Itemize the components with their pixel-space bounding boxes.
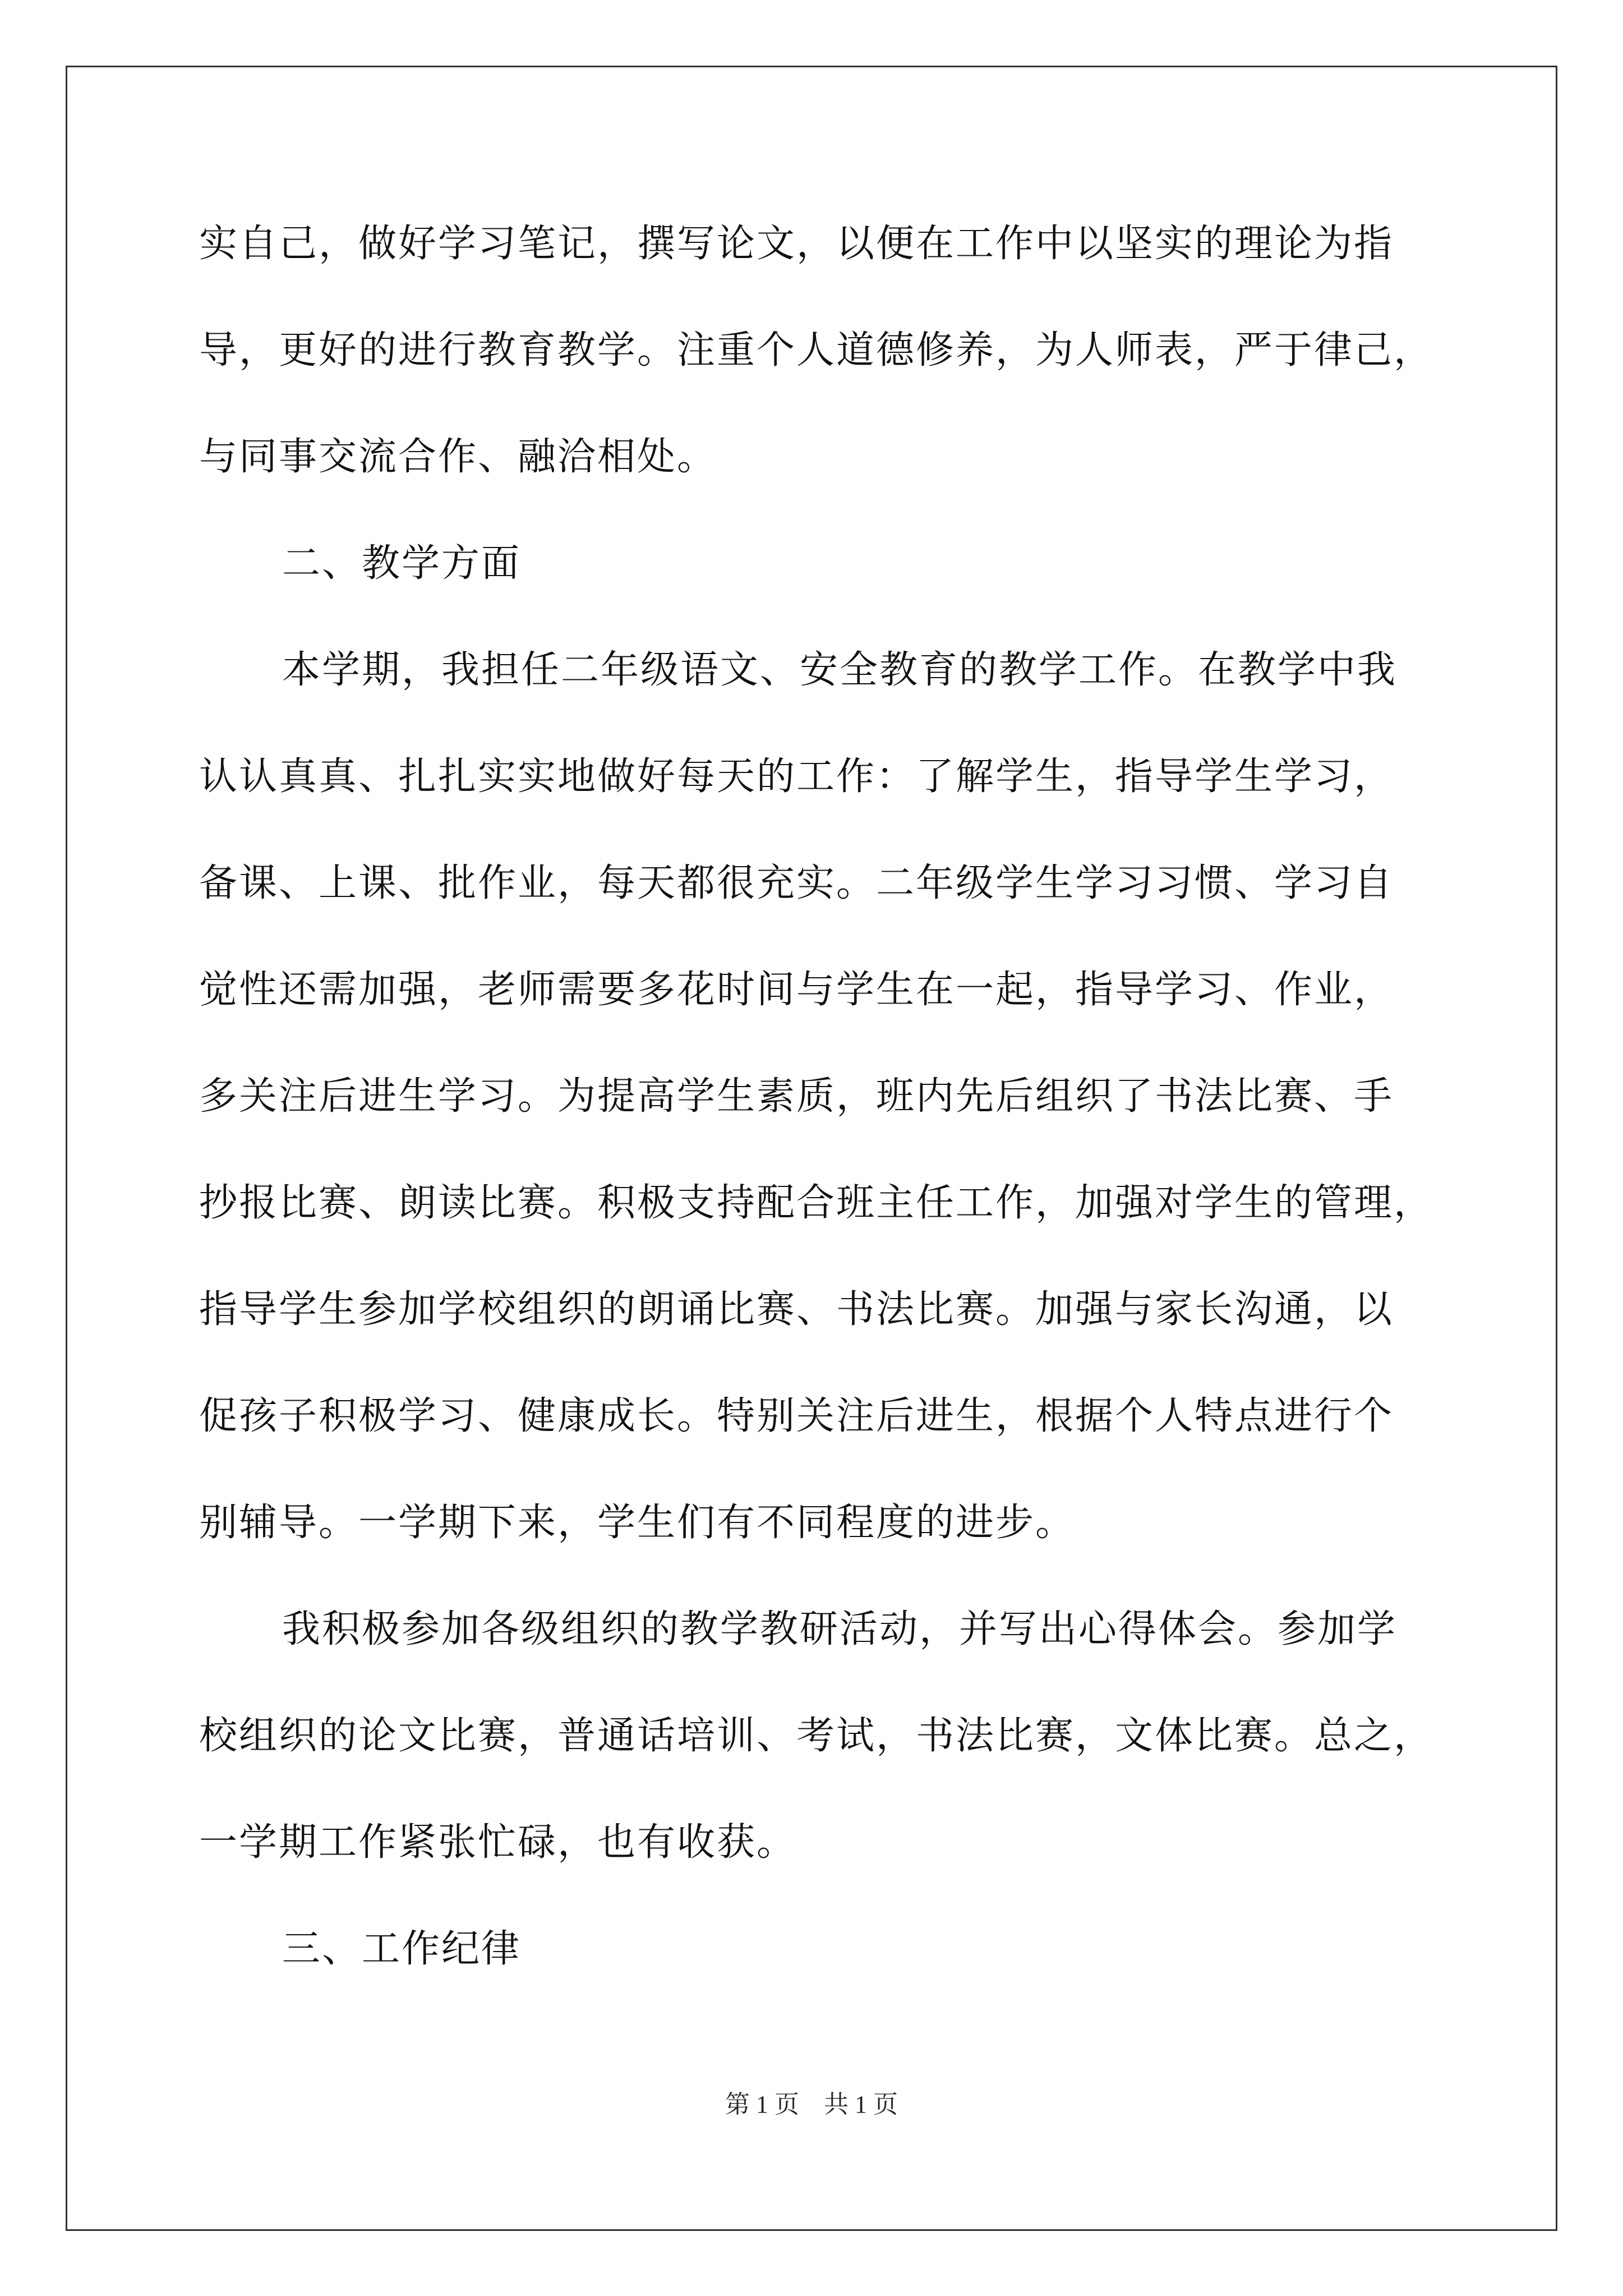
paragraph-line: 指导学生参加学校组织的朗诵比赛、书法比赛。加强与家长沟通，以 [199, 1287, 1394, 1332]
paragraph-line: 备课、上课、批作业，每天都很充实。二年级学生学习习惯、学习自 [199, 861, 1394, 905]
paragraph-line: 认认真真、扎扎实实地做好每天的工作：了解学生，指导学生学习， [199, 754, 1394, 799]
section-heading: 二、教学方面 [282, 541, 522, 586]
paragraph-line: 抄报比赛、朗读比赛。积极支持配合班主任工作，加强对学生的管理， [199, 1181, 1434, 1225]
paragraph-line: 本学期，我担任二年级语文、安全教育的教学工作。在教学中我 [282, 648, 1398, 692]
paragraph-line: 别辅导。一学期下来，学生们有不同程度的进步。 [199, 1501, 1076, 1545]
paragraph-line: 觉性还需加强，老师需要多花时间与学生在一起，指导学习、作业， [199, 968, 1394, 1012]
page-border [66, 66, 1557, 2231]
section-heading: 三、工作纪律 [282, 1927, 522, 1971]
paragraph-line: 实自己，做好学习笔记，撰写论文，以便在工作中以坚实的理论为指 [199, 222, 1394, 266]
paragraph-line: 促孩子积极学习、健康成长。特别关注后进生，根据个人特点进行个 [199, 1394, 1394, 1438]
paragraph-line: 一学期工作紧张忙碌，也有收获。 [199, 1820, 797, 1865]
paragraph-line: 与同事交流合作、融洽相处。 [199, 435, 717, 479]
paragraph-line: 校组织的论文比赛，普通话培训、考试，书法比赛，文体比赛。总之， [199, 1714, 1434, 1758]
paragraph-line: 我积极参加各级组织的教学教研活动，并写出心得体会。参加学 [282, 1607, 1398, 1651]
paragraph-line: 导，更好的进行教育教学。注重个人道德修养，为人师表，严于律己， [199, 328, 1434, 372]
page-number-footer: 第 1 页 共 1 页 [725, 2091, 898, 2118]
paragraph-line: 多关注后进生学习。为提高学生素质，班内先后组织了书法比赛、手 [199, 1074, 1394, 1119]
